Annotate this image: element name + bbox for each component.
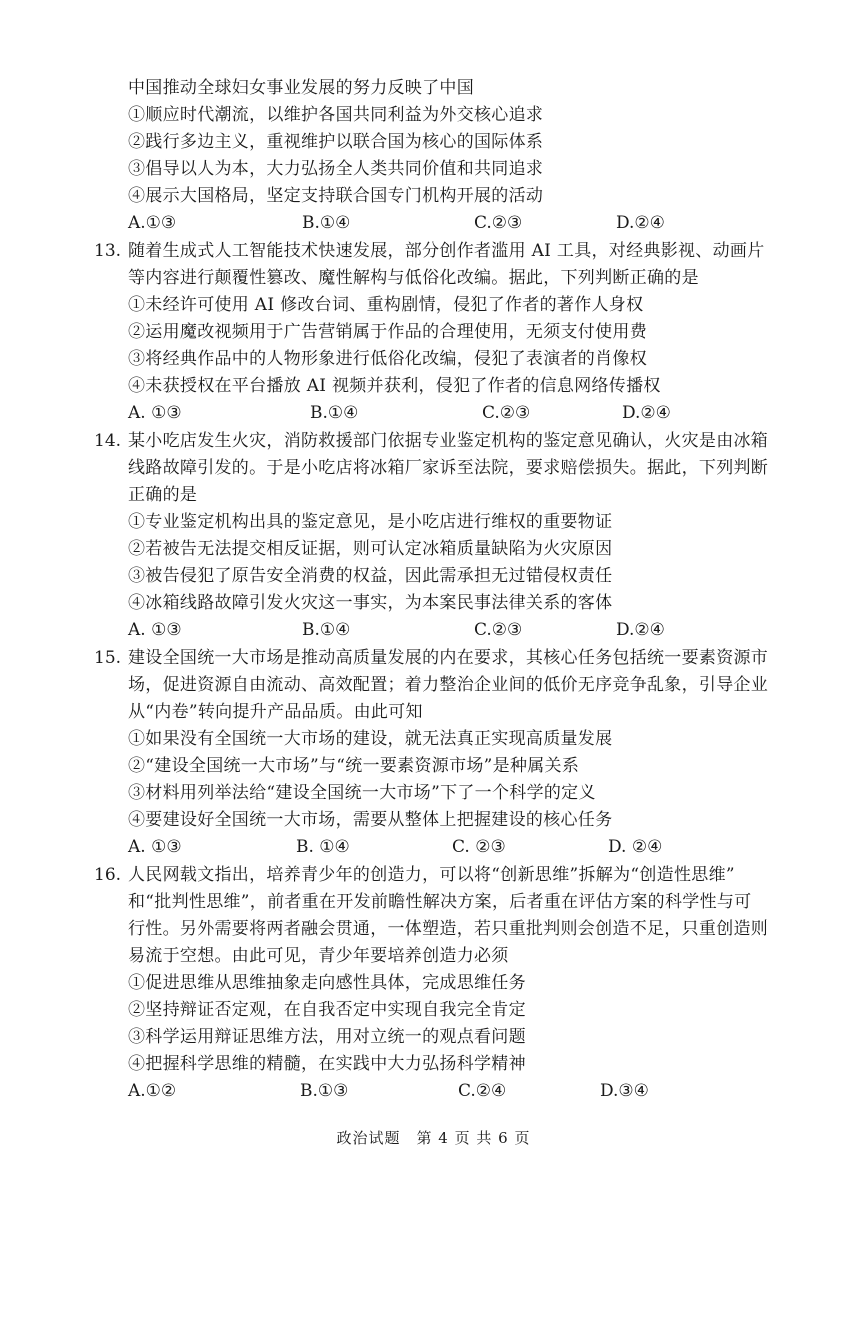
question-13-number: 13. — [94, 241, 122, 261]
question-16-option-d: D.③④ — [600, 1081, 649, 1101]
question-16-stem-line-1: 人民网载文指出，培养青少年的创造力，可以将“创新思维”拆解为“创造性思维” — [128, 865, 735, 885]
question-15-item-1: ①如果没有全国统一大市场的建设，就无法真正实现高质量发展 — [128, 729, 613, 749]
question-13-stem-line-1: 随着生成式人工智能技术快速发展，部分创作者滥用 AI 工具，对经典影视、动画片 — [128, 241, 765, 261]
question-14-option-c: C.②③ — [474, 620, 523, 640]
question-14-stem-line-3: 正确的是 — [128, 485, 198, 505]
question-12-option-a: A.①③ — [128, 213, 177, 233]
question-16-number: 16. — [94, 865, 122, 885]
question-15-item-3: ③材料用列举法给“建设全国统一大市场”下了一个科学的定义 — [128, 783, 596, 803]
question-13-option-b: B.①④ — [310, 403, 359, 423]
question-12-item-4: ④展示大国格局，坚定支持联合国专门机构开展的活动 — [128, 186, 544, 206]
question-15-stem-line-2: 场，促进资源自由流动、高效配置；着力整治企业间的低价无序竞争乱象，引导企业 — [128, 675, 769, 695]
question-16-option-c: C.②④ — [458, 1081, 507, 1101]
page-footer: 政治试题 第 4 页 共 6 页 — [336, 1129, 531, 1147]
question-14-number: 14. — [94, 431, 122, 451]
question-12-stem-end: 中国推动全球妇女事业发展的努力反映了中国 — [128, 78, 474, 98]
question-13-item-4: ④未获授权在平台播放 AI 视频并获利，侵犯了作者的信息网络传播权 — [128, 376, 661, 396]
question-14-item-3: ③被告侵犯了原告安全消费的权益，因此需承担无过错侵权责任 — [128, 566, 613, 586]
question-13-item-1: ①未经许可使用 AI 修改台词、重构剧情，侵犯了作者的著作人身权 — [128, 295, 644, 315]
question-15-stem-line-3: 从“内卷”转向提升产品品质。由此可知 — [128, 702, 423, 722]
question-16-stem-line-2: 和“批判性思维”，前者重在开发前瞻性解决方案，后者重在评估方案的科学性与可 — [128, 892, 752, 912]
question-12-option-c: C.②③ — [474, 213, 523, 233]
question-13-item-3: ③将经典作品中的人物形象进行低俗化改编，侵犯了表演者的肖像权 — [128, 349, 647, 369]
question-13-option-c: C.②③ — [482, 403, 531, 423]
question-16-item-2: ②坚持辩证否定观，在自我否定中实现自我完全肯定 — [128, 1000, 526, 1020]
question-13-option-a: A. ①③ — [128, 403, 182, 423]
question-15-option-d: D. ②④ — [608, 837, 663, 857]
question-12-option-d: D.②④ — [616, 213, 665, 233]
question-16-item-3: ③科学运用辩证思维方法，用对立统一的观点看问题 — [128, 1027, 526, 1047]
question-13-item-2: ②运用魔改视频用于广告营销属于作品的合理使用，无须支付使用费 — [128, 322, 647, 342]
question-15-item-4: ④要建设好全国统一大市场，需要从整体上把握建设的核心任务 — [128, 810, 613, 830]
question-15-option-c: C. ②③ — [452, 837, 506, 857]
question-14-stem-line-1: 某小吃店发生火灾，消防救援部门依据专业鉴定机构的鉴定意见确认，火灾是由冰箱 — [128, 431, 769, 451]
question-16-stem-line-4: 易流于空想。由此可见，青少年要培养创造力必须 — [128, 946, 509, 966]
question-15-option-b: B. ①④ — [296, 837, 350, 857]
question-15-number: 15. — [94, 648, 122, 668]
question-14-item-1: ①专业鉴定机构出具的鉴定意见，是小吃店进行维权的重要物证 — [128, 512, 613, 532]
question-12-item-2: ②践行多边主义，重视维护以联合国为核心的国际体系 — [128, 132, 544, 152]
question-16-item-1: ①促进思维从思维抽象走向感性具体，完成思维任务 — [128, 973, 526, 993]
question-14-option-d: D.②④ — [616, 620, 665, 640]
question-16-option-b: B.①③ — [300, 1081, 349, 1101]
question-12-item-1: ①顺应时代潮流，以维护各国共同利益为外交核心追求 — [128, 105, 544, 125]
question-16-option-a: A.①② — [128, 1081, 177, 1101]
question-14-option-a: A. ①③ — [128, 620, 182, 640]
question-14-option-b: B.①④ — [302, 620, 351, 640]
question-13-stem-line-2: 等内容进行颠覆性篡改、魔性解构与低俗化改编。据此，下列判断正确的是 — [128, 268, 699, 288]
question-16-stem-line-3: 行性。另外需要将两者融会贯通，一体塑造，若只重批判则会创造不足，只重创造则 — [128, 919, 769, 939]
question-15-item-2: ②“建设全国统一大市场”与“统一要素资源市场”是种属关系 — [128, 756, 580, 776]
question-12-item-3: ③倡导以人为本，大力弘扬全人类共同价值和共同追求 — [128, 159, 544, 179]
question-13-option-d: D.②④ — [622, 403, 671, 423]
question-14-item-2: ②若被告无法提交相反证据，则可认定冰箱质量缺陷为火灾原因 — [128, 539, 613, 559]
question-15-option-a: A. ①③ — [128, 837, 182, 857]
question-15-stem-line-1: 建设全国统一大市场是推动高质量发展的内在要求，其核心任务包括统一要素资源市 — [128, 648, 769, 668]
question-12-option-b: B.①④ — [302, 213, 351, 233]
question-14-item-4: ④冰箱线路故障引发火灾这一事实，为本案民事法律关系的客体 — [128, 593, 613, 613]
question-16-item-4: ④把握科学思维的精髓，在实践中大力弘扬科学精神 — [128, 1054, 526, 1074]
question-14-stem-line-2: 线路故障引发的。于是小吃店将冰箱厂家诉至法院，要求赔偿损失。据此，下列判断 — [128, 458, 769, 478]
